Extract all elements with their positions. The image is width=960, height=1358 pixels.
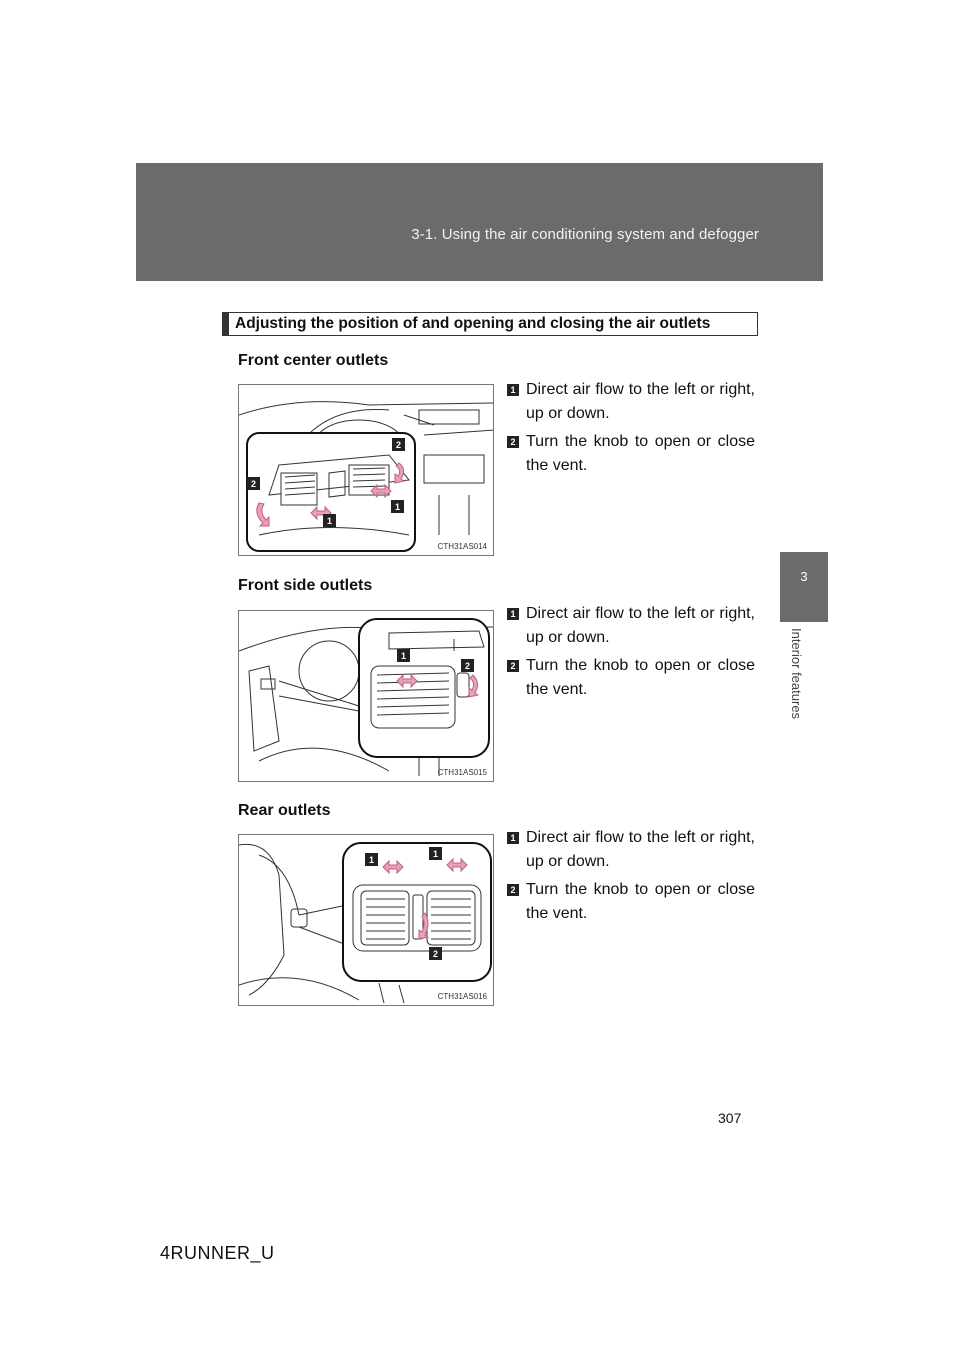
list-item bbox=[507, 430, 755, 478]
section-title: Adjusting the position of and opening and closing the air outlets bbox=[235, 315, 711, 332]
list-item bbox=[507, 378, 755, 426]
callout-1-b-label: 1 bbox=[432, 849, 439, 859]
figure-front-center-outlets bbox=[238, 384, 494, 556]
subheading-front-side: Front side outlets bbox=[238, 577, 373, 594]
section-marker bbox=[223, 313, 229, 335]
list-item bbox=[507, 602, 755, 650]
figure-front-side-outlets bbox=[238, 610, 494, 782]
front-center-illustration bbox=[239, 385, 494, 556]
front-side-illustration bbox=[239, 611, 494, 782]
callout-1-b-label: 1 bbox=[394, 502, 401, 512]
item-badge: 2 bbox=[507, 660, 519, 672]
item-text: Turn the knob to open or close the vent. bbox=[526, 881, 755, 922]
callout-1-a-label: 1 bbox=[368, 855, 375, 865]
item-text: Turn the knob to open or close the vent. bbox=[526, 657, 755, 698]
section-heading-bar bbox=[222, 312, 758, 336]
item-badge: 1 bbox=[507, 608, 519, 620]
item-badge: 2 bbox=[507, 884, 519, 896]
page-number: 307 bbox=[718, 1110, 742, 1126]
description-front-side bbox=[507, 602, 755, 706]
chapter-tab-label: Interior features bbox=[789, 628, 804, 720]
subheading-rear: Rear outlets bbox=[238, 802, 331, 819]
list-item bbox=[507, 826, 755, 874]
chapter-tab bbox=[780, 552, 828, 622]
rear-outlets-illustration bbox=[239, 835, 494, 1006]
callout-2-label: 2 bbox=[464, 661, 471, 671]
callout-2-label: 2 bbox=[432, 949, 439, 959]
item-badge: 1 bbox=[507, 832, 519, 844]
description-front-center bbox=[507, 378, 755, 482]
callout-1-label: 1 bbox=[400, 651, 407, 661]
chapter-title: 3-1. Using the air conditioning system and defogger bbox=[411, 226, 759, 243]
item-badge: 2 bbox=[507, 436, 519, 448]
list-item bbox=[507, 878, 755, 926]
figure-code: CTH31AS016 bbox=[437, 992, 487, 1001]
callout-2-b-label: 2 bbox=[395, 440, 402, 450]
item-text: Direct air flow to the left or right, up or down. bbox=[526, 605, 755, 646]
figure-code: CTH31AS014 bbox=[437, 542, 487, 551]
item-badge: 1 bbox=[507, 384, 519, 396]
description-rear bbox=[507, 826, 755, 930]
chapter-tab-number: 3 bbox=[800, 569, 808, 584]
document-code: 4RUNNER_U bbox=[160, 1243, 275, 1263]
header-band bbox=[136, 163, 823, 281]
item-text: Direct air flow to the left or right, up or down. bbox=[526, 381, 755, 422]
callout-2-a-label: 2 bbox=[250, 479, 257, 489]
callout-1-a-label: 1 bbox=[326, 516, 333, 526]
figure-code: CTH31AS015 bbox=[437, 768, 487, 777]
item-text: Turn the knob to open or close the vent. bbox=[526, 433, 755, 474]
item-text: Direct air flow to the left or right, up or down. bbox=[526, 829, 755, 870]
subheading-front-center: Front center outlets bbox=[238, 352, 389, 369]
figure-rear-outlets bbox=[238, 834, 494, 1006]
list-item bbox=[507, 654, 755, 702]
